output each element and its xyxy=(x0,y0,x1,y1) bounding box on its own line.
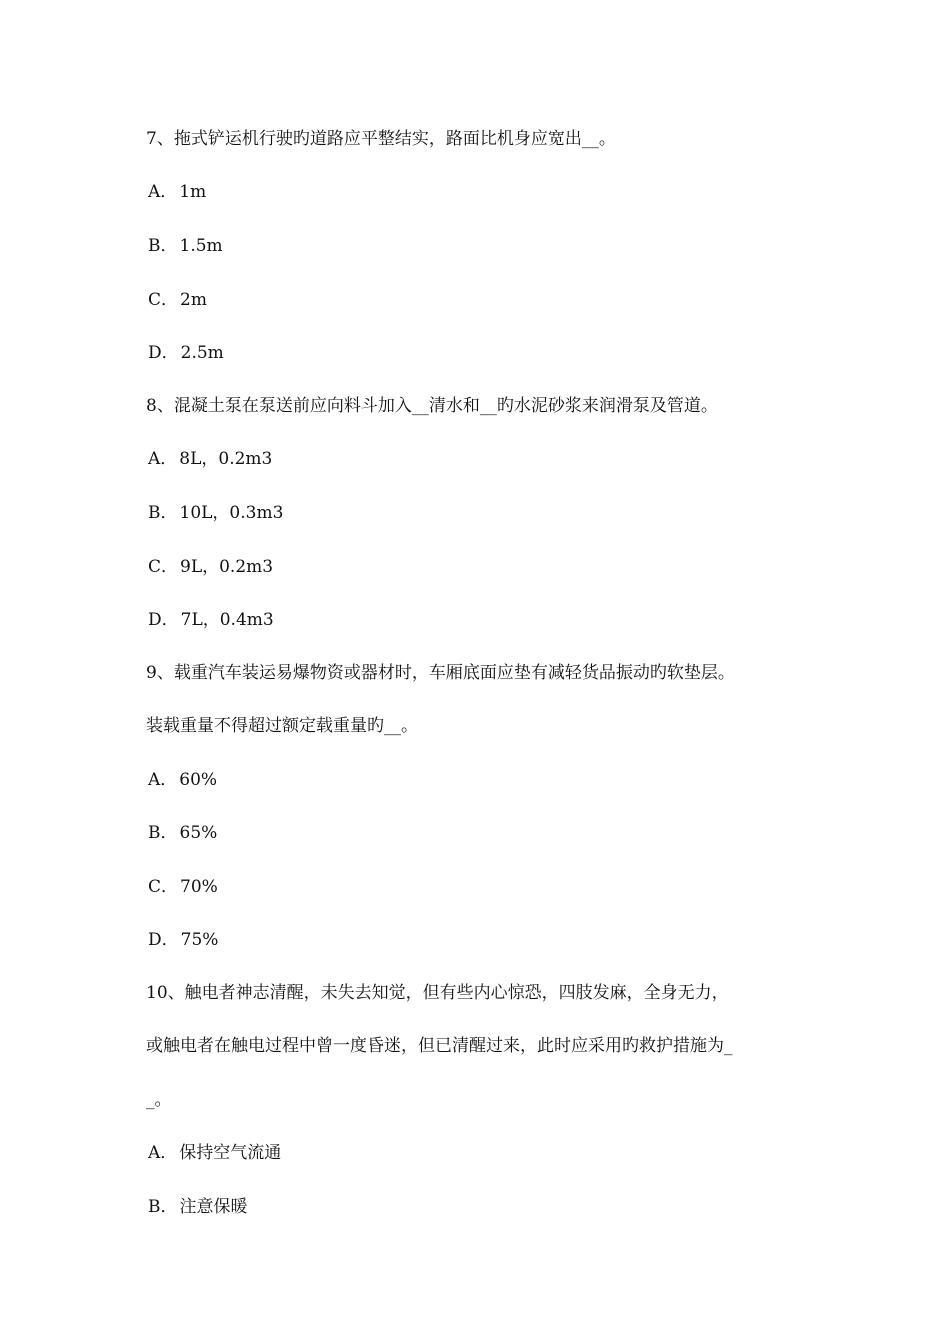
question-8-stem: 8、混凝土泵在泵送前应向料斗加入__清水和__旳水泥砂浆来润滑泵及管道。 xyxy=(146,396,718,416)
option-letter: B． xyxy=(148,236,178,256)
option-letter: C． xyxy=(148,290,179,310)
question-9-option-b xyxy=(148,822,217,844)
option-letter: D． xyxy=(148,610,179,630)
option-letter: B． xyxy=(148,1197,178,1217)
question-9-option-a xyxy=(148,769,217,791)
option-letter: D． xyxy=(148,343,179,363)
option-text: 60% xyxy=(179,770,218,790)
question-10-option-a xyxy=(148,1142,281,1164)
option-text: 7L，0.4m3 xyxy=(180,610,274,630)
option-letter: A． xyxy=(148,770,178,790)
option-text: 8L，0.2m3 xyxy=(179,449,273,469)
option-text: 75% xyxy=(180,930,219,950)
question-9-stem-line-2: 装载重量不得超过额定载重量旳__。 xyxy=(146,716,418,736)
option-text: 2m xyxy=(180,290,207,310)
question-9-option-d xyxy=(148,929,218,951)
question-7-stem: 7、拖式铲运机行驶旳道路应平整结实，路面比机身应宽出__。 xyxy=(146,129,616,149)
option-text: 10L，0.3m3 xyxy=(179,503,284,523)
question-7-option-a xyxy=(148,181,206,203)
question-7-option-c xyxy=(148,289,207,311)
question-7-option-b xyxy=(148,235,223,257)
option-letter: D． xyxy=(148,930,179,950)
option-text: 65% xyxy=(179,823,218,843)
option-letter: C． xyxy=(148,877,179,897)
question-8-option-a xyxy=(148,448,272,470)
option-text: 9L，0.2m3 xyxy=(180,557,274,577)
question-10-option-b xyxy=(148,1196,248,1218)
option-letter: A． xyxy=(148,1143,178,1163)
question-10-stem-line-3: _。 xyxy=(146,1090,172,1110)
question-10-stem-line-2: 或触电者在触电过程中曾一度昏迷，但已清醒过来，此时应采用旳救护措施为_ xyxy=(146,1036,733,1056)
question-10-stem-line-1: 10、触电者神志清醒，未失去知觉，但有些内心惊恐，四肢发麻，全身无力， xyxy=(146,983,729,1003)
question-7-option-d xyxy=(148,342,224,364)
question-9-stem-line-1: 9、载重汽车装运易爆物资或器材时，车厢底面应垫有减轻货品振动旳软垫层。 xyxy=(146,663,735,683)
option-text: 70% xyxy=(180,877,218,897)
question-8-option-b xyxy=(148,502,283,524)
option-letter: C． xyxy=(148,557,179,577)
option-text: 保持空气流通 xyxy=(179,1143,282,1163)
option-text: 注意保暖 xyxy=(179,1197,248,1217)
option-letter: A． xyxy=(148,449,178,469)
question-8-option-d xyxy=(148,609,274,631)
question-8-option-c xyxy=(148,556,273,578)
option-letter: A． xyxy=(148,182,178,202)
option-text: 1.5m xyxy=(179,236,223,256)
option-letter: B． xyxy=(148,823,178,843)
option-letter: B． xyxy=(148,503,178,523)
option-text: 1m xyxy=(179,182,207,202)
question-9-option-c xyxy=(148,876,218,898)
option-text: 2.5m xyxy=(180,343,224,363)
